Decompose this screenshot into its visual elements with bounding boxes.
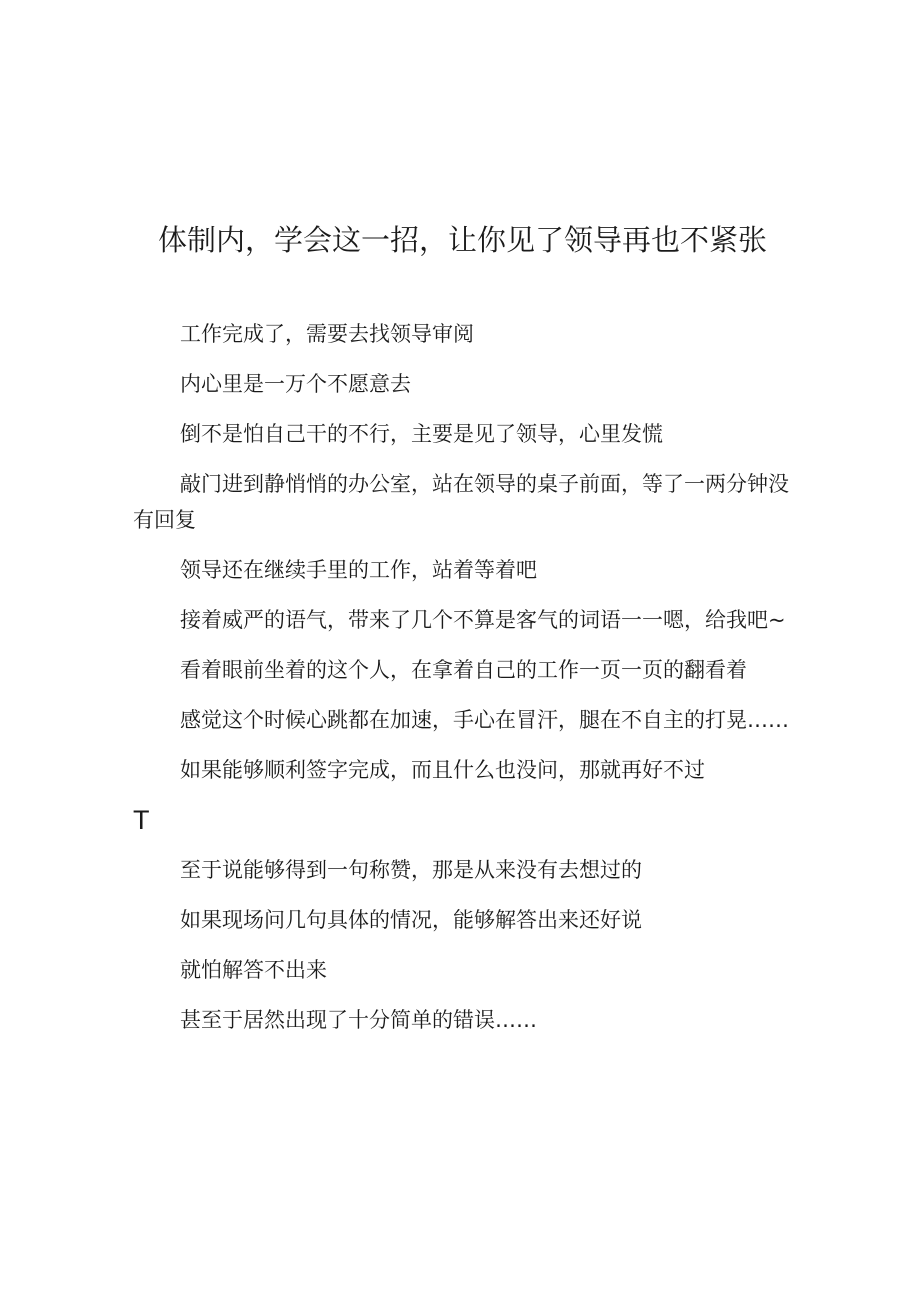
- paragraph: 接着威严的语气，带来了几个不算是客气的词语一一嗯，给我吧~: [180, 608, 786, 632]
- paragraph: 就怕解答不出来: [180, 958, 327, 982]
- article-body: [133, 316, 793, 1052]
- paragraph: 如果能够顺利签字完成，而且什么也没问，那就再好不过: [180, 758, 705, 782]
- paragraph: 甚至于居然出现了十分简单的错误……: [180, 1008, 537, 1032]
- paragraph: 工作完成了，需要去找领导审阅: [180, 322, 474, 346]
- paragraph: 如果现场问几句具体的情况，能够解答出来还好说: [180, 908, 642, 932]
- paragraph: 至于说能够得到一句称赞，那是从来没有去想过的: [180, 858, 642, 882]
- paragraph: 感觉这个时候心跳都在加速，手心在冒汗，腿在不自主的打晃……: [180, 708, 789, 732]
- paragraph: 敲门进到静悄悄的办公室，站在领导的桌子前面，等了一两分钟没有回复: [133, 472, 789, 532]
- paragraph: 看着眼前坐着的这个人，在拿着自己的工作一页一页的翻看着: [180, 658, 747, 682]
- article-title: 体制内，学会这一招，让你见了领导再也不紧张: [157, 223, 767, 257]
- paragraph: 倒不是怕自己干的不行，主要是见了领导，心里发慌: [180, 422, 663, 446]
- stray-mark: T: [133, 805, 150, 835]
- paragraph: 内心里是一万个不愿意去: [180, 372, 411, 396]
- paragraph: 领导还在继续手里的工作，站着等着吧: [180, 558, 537, 582]
